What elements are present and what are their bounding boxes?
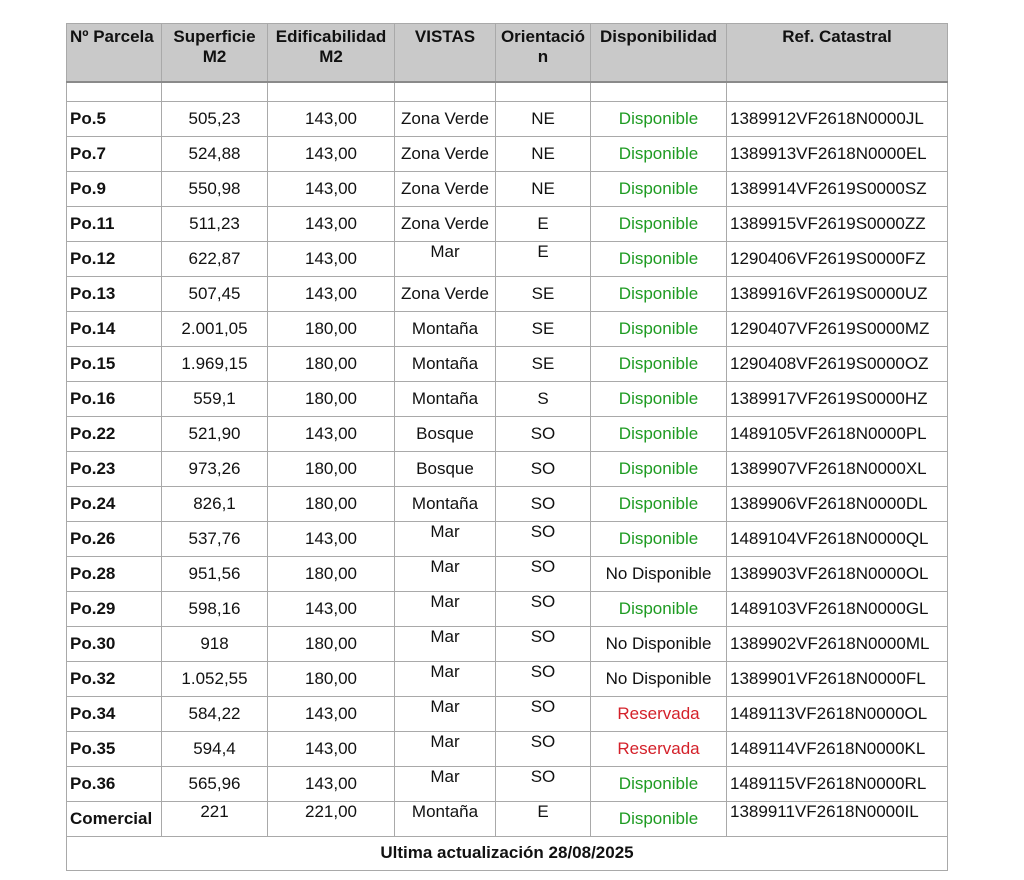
status-badge: Disponible xyxy=(591,136,727,171)
spacer-row xyxy=(67,82,948,102)
cell-ref-catastral: 1389915VF2619S0000ZZ xyxy=(727,206,948,241)
cell-vistas: Montaña xyxy=(395,311,496,346)
cell-orientacion: SO xyxy=(496,731,591,766)
cell-orientacion: E xyxy=(496,241,591,276)
table-row xyxy=(67,591,948,626)
cell-vistas: Montaña xyxy=(395,801,496,836)
cell-orientacion: SO xyxy=(496,521,591,556)
cell-edificabilidad: 143,00 xyxy=(268,101,395,136)
header-parcela: Nº Parcela xyxy=(67,24,162,82)
table-row xyxy=(67,556,948,591)
status-badge: Disponible xyxy=(591,171,727,206)
cell-edificabilidad: 180,00 xyxy=(268,451,395,486)
cell-ref-catastral: 1290407VF2619S0000MZ xyxy=(727,311,948,346)
status-badge: Disponible xyxy=(591,101,727,136)
cell-edificabilidad: 143,00 xyxy=(268,696,395,731)
cell-vistas: Montaña xyxy=(395,486,496,521)
table-row xyxy=(67,381,948,416)
cell-vistas: Zona Verde xyxy=(395,136,496,171)
cell-orientacion: NE xyxy=(496,101,591,136)
cell-orientacion: SO xyxy=(496,626,591,661)
cell-parcela: Po.30 xyxy=(67,626,162,661)
cell-orientacion: SO xyxy=(496,696,591,731)
cell-orientacion: NE xyxy=(496,171,591,206)
spacer-cell xyxy=(591,82,727,102)
cell-parcela: Po.36 xyxy=(67,766,162,801)
cell-edificabilidad: 143,00 xyxy=(268,206,395,241)
cell-parcela: Po.9 xyxy=(67,171,162,206)
cell-ref-catastral: 1489105VF2618N0000PL xyxy=(727,416,948,451)
cell-edificabilidad: 143,00 xyxy=(268,241,395,276)
status-badge: Disponible xyxy=(591,311,727,346)
cell-edificabilidad: 180,00 xyxy=(268,486,395,521)
header-row xyxy=(67,24,948,82)
cell-ref-catastral: 1389914VF2619S0000SZ xyxy=(727,171,948,206)
table-row xyxy=(67,521,948,556)
header-superficie: Superficie M2 xyxy=(162,24,268,82)
cell-edificabilidad: 143,00 xyxy=(268,731,395,766)
cell-ref-catastral: 1489114VF2618N0000KL xyxy=(727,731,948,766)
status-badge: Disponible xyxy=(591,486,727,521)
cell-ref-catastral: 1389902VF2618N0000ML xyxy=(727,626,948,661)
status-badge: Reservada xyxy=(591,731,727,766)
cell-edificabilidad: 221,00 xyxy=(268,801,395,836)
spacer-cell xyxy=(395,82,496,102)
cell-vistas: Mar xyxy=(395,626,496,661)
cell-ref-catastral: 1290408VF2619S0000OZ xyxy=(727,346,948,381)
spacer-cell xyxy=(268,82,395,102)
status-badge: Disponible xyxy=(591,591,727,626)
cell-superficie: 1.052,55 xyxy=(162,661,268,696)
cell-orientacion: SO xyxy=(496,591,591,626)
status-badge: No Disponible xyxy=(591,626,727,661)
cell-vistas: Mar xyxy=(395,661,496,696)
cell-vistas: Mar xyxy=(395,696,496,731)
table-row xyxy=(67,766,948,801)
cell-parcela: Po.29 xyxy=(67,591,162,626)
cell-orientacion: SO xyxy=(496,661,591,696)
header-orientacion: Orientación xyxy=(496,24,591,82)
cell-parcela: Po.24 xyxy=(67,486,162,521)
cell-edificabilidad: 143,00 xyxy=(268,591,395,626)
cell-vistas: Mar xyxy=(395,766,496,801)
table-row xyxy=(67,136,948,171)
table-row xyxy=(67,416,948,451)
cell-superficie: 521,90 xyxy=(162,416,268,451)
header-vistas: VISTAS xyxy=(395,24,496,82)
cell-ref-catastral: 1389906VF2618N0000DL xyxy=(727,486,948,521)
cell-orientacion: SO xyxy=(496,486,591,521)
status-badge: Disponible xyxy=(591,206,727,241)
cell-superficie: 584,22 xyxy=(162,696,268,731)
header-disponibilidad: Disponibilidad xyxy=(591,24,727,82)
cell-parcela: Po.15 xyxy=(67,346,162,381)
spacer-cell xyxy=(162,82,268,102)
status-badge: Disponible xyxy=(591,346,727,381)
cell-superficie: 2.001,05 xyxy=(162,311,268,346)
cell-parcela: Po.5 xyxy=(67,101,162,136)
cell-superficie: 598,16 xyxy=(162,591,268,626)
cell-superficie: 524,88 xyxy=(162,136,268,171)
cell-ref-catastral: 1389917VF2619S0000HZ xyxy=(727,381,948,416)
cell-orientacion: S xyxy=(496,381,591,416)
cell-superficie: 537,76 xyxy=(162,521,268,556)
cell-vistas: Zona Verde xyxy=(395,206,496,241)
table-row xyxy=(67,206,948,241)
table-row xyxy=(67,486,948,521)
cell-parcela: Po.7 xyxy=(67,136,162,171)
status-badge: Disponible xyxy=(591,416,727,451)
cell-orientacion: SE xyxy=(496,346,591,381)
table-header xyxy=(67,24,948,82)
cell-vistas: Mar xyxy=(395,731,496,766)
cell-vistas: Mar xyxy=(395,556,496,591)
cell-parcela: Po.11 xyxy=(67,206,162,241)
cell-superficie: 505,23 xyxy=(162,101,268,136)
cell-vistas: Zona Verde xyxy=(395,101,496,136)
status-badge: Disponible xyxy=(591,766,727,801)
cell-edificabilidad: 143,00 xyxy=(268,521,395,556)
table-row xyxy=(67,626,948,661)
spacer-cell xyxy=(727,82,948,102)
table-row xyxy=(67,696,948,731)
table-row xyxy=(67,276,948,311)
header-ref-catastral: Ref. Catastral xyxy=(727,24,948,82)
cell-edificabilidad: 143,00 xyxy=(268,766,395,801)
parcel-table xyxy=(66,23,948,871)
cell-superficie: 221 xyxy=(162,801,268,836)
cell-parcela: Comercial xyxy=(67,801,162,836)
cell-parcela: Po.32 xyxy=(67,661,162,696)
table-row xyxy=(67,241,948,276)
table-row xyxy=(67,451,948,486)
cell-edificabilidad: 143,00 xyxy=(268,416,395,451)
cell-superficie: 918 xyxy=(162,626,268,661)
status-badge: Disponible xyxy=(591,276,727,311)
cell-orientacion: E xyxy=(496,801,591,836)
table-row xyxy=(67,101,948,136)
cell-ref-catastral: 1389911VF2618N0000IL xyxy=(727,801,948,836)
last-updated-note: Ultima actualización 28/08/2025 xyxy=(67,836,948,870)
cell-parcela: Po.23 xyxy=(67,451,162,486)
status-badge: No Disponible xyxy=(591,661,727,696)
cell-vistas: Mar xyxy=(395,521,496,556)
cell-orientacion: SO xyxy=(496,416,591,451)
status-badge: Disponible xyxy=(591,381,727,416)
cell-ref-catastral: 1489113VF2618N0000OL xyxy=(727,696,948,731)
cell-edificabilidad: 180,00 xyxy=(268,311,395,346)
cell-superficie: 973,26 xyxy=(162,451,268,486)
cell-orientacion: SO xyxy=(496,451,591,486)
cell-superficie: 1.969,15 xyxy=(162,346,268,381)
status-badge: Disponible xyxy=(591,451,727,486)
cell-vistas: Bosque xyxy=(395,416,496,451)
cell-ref-catastral: 1489104VF2618N0000QL xyxy=(727,521,948,556)
cell-edificabilidad: 180,00 xyxy=(268,661,395,696)
table-row xyxy=(67,731,948,766)
cell-ref-catastral: 1389916VF2619S0000UZ xyxy=(727,276,948,311)
cell-orientacion: SE xyxy=(496,311,591,346)
spacer-cell xyxy=(496,82,591,102)
cell-edificabilidad: 143,00 xyxy=(268,276,395,311)
status-badge: Disponible xyxy=(591,241,727,276)
footer-row xyxy=(67,836,948,870)
cell-vistas: Montaña xyxy=(395,346,496,381)
status-badge: Disponible xyxy=(591,801,727,836)
cell-ref-catastral: 1389901VF2618N0000FL xyxy=(727,661,948,696)
cell-parcela: Po.34 xyxy=(67,696,162,731)
cell-vistas: Zona Verde xyxy=(395,171,496,206)
cell-superficie: 622,87 xyxy=(162,241,268,276)
table-footer xyxy=(67,836,948,870)
cell-parcela: Po.35 xyxy=(67,731,162,766)
cell-superficie: 565,96 xyxy=(162,766,268,801)
cell-parcela: Po.26 xyxy=(67,521,162,556)
table-row xyxy=(67,801,948,836)
cell-ref-catastral: 1389912VF2618N0000JL xyxy=(727,101,948,136)
cell-orientacion: SO xyxy=(496,766,591,801)
cell-superficie: 559,1 xyxy=(162,381,268,416)
cell-orientacion: E xyxy=(496,206,591,241)
cell-vistas: Bosque xyxy=(395,451,496,486)
status-badge: Reservada xyxy=(591,696,727,731)
cell-vistas: Montaña xyxy=(395,381,496,416)
cell-edificabilidad: 180,00 xyxy=(268,346,395,381)
cell-vistas: Mar xyxy=(395,241,496,276)
status-badge: No Disponible xyxy=(591,556,727,591)
cell-orientacion: SO xyxy=(496,556,591,591)
table-row xyxy=(67,171,948,206)
cell-edificabilidad: 180,00 xyxy=(268,381,395,416)
cell-ref-catastral: 1389913VF2618N0000EL xyxy=(727,136,948,171)
status-badge: Disponible xyxy=(591,521,727,556)
cell-vistas: Zona Verde xyxy=(395,276,496,311)
cell-edificabilidad: 143,00 xyxy=(268,136,395,171)
table-row xyxy=(67,311,948,346)
cell-ref-catastral: 1489115VF2618N0000RL xyxy=(727,766,948,801)
cell-parcela: Po.28 xyxy=(67,556,162,591)
table-row xyxy=(67,661,948,696)
cell-edificabilidad: 143,00 xyxy=(268,171,395,206)
cell-parcela: Po.13 xyxy=(67,276,162,311)
table-row xyxy=(67,346,948,381)
table-body xyxy=(67,82,948,837)
cell-parcela: Po.12 xyxy=(67,241,162,276)
cell-superficie: 594,4 xyxy=(162,731,268,766)
cell-ref-catastral: 1489103VF2618N0000GL xyxy=(727,591,948,626)
cell-edificabilidad: 180,00 xyxy=(268,626,395,661)
cell-ref-catastral: 1389903VF2618N0000OL xyxy=(727,556,948,591)
cell-edificabilidad: 180,00 xyxy=(268,556,395,591)
cell-ref-catastral: 1389907VF2618N0000XL xyxy=(727,451,948,486)
cell-superficie: 550,98 xyxy=(162,171,268,206)
cell-vistas: Mar xyxy=(395,591,496,626)
header-edificabilidad: Edificabilidad M2 xyxy=(268,24,395,82)
cell-superficie: 826,1 xyxy=(162,486,268,521)
cell-superficie: 511,23 xyxy=(162,206,268,241)
cell-superficie: 951,56 xyxy=(162,556,268,591)
cell-superficie: 507,45 xyxy=(162,276,268,311)
cell-parcela: Po.14 xyxy=(67,311,162,346)
spacer-cell xyxy=(67,82,162,102)
cell-parcela: Po.22 xyxy=(67,416,162,451)
cell-parcela: Po.16 xyxy=(67,381,162,416)
cell-ref-catastral: 1290406VF2619S0000FZ xyxy=(727,241,948,276)
cell-orientacion: NE xyxy=(496,136,591,171)
cell-orientacion: SE xyxy=(496,276,591,311)
